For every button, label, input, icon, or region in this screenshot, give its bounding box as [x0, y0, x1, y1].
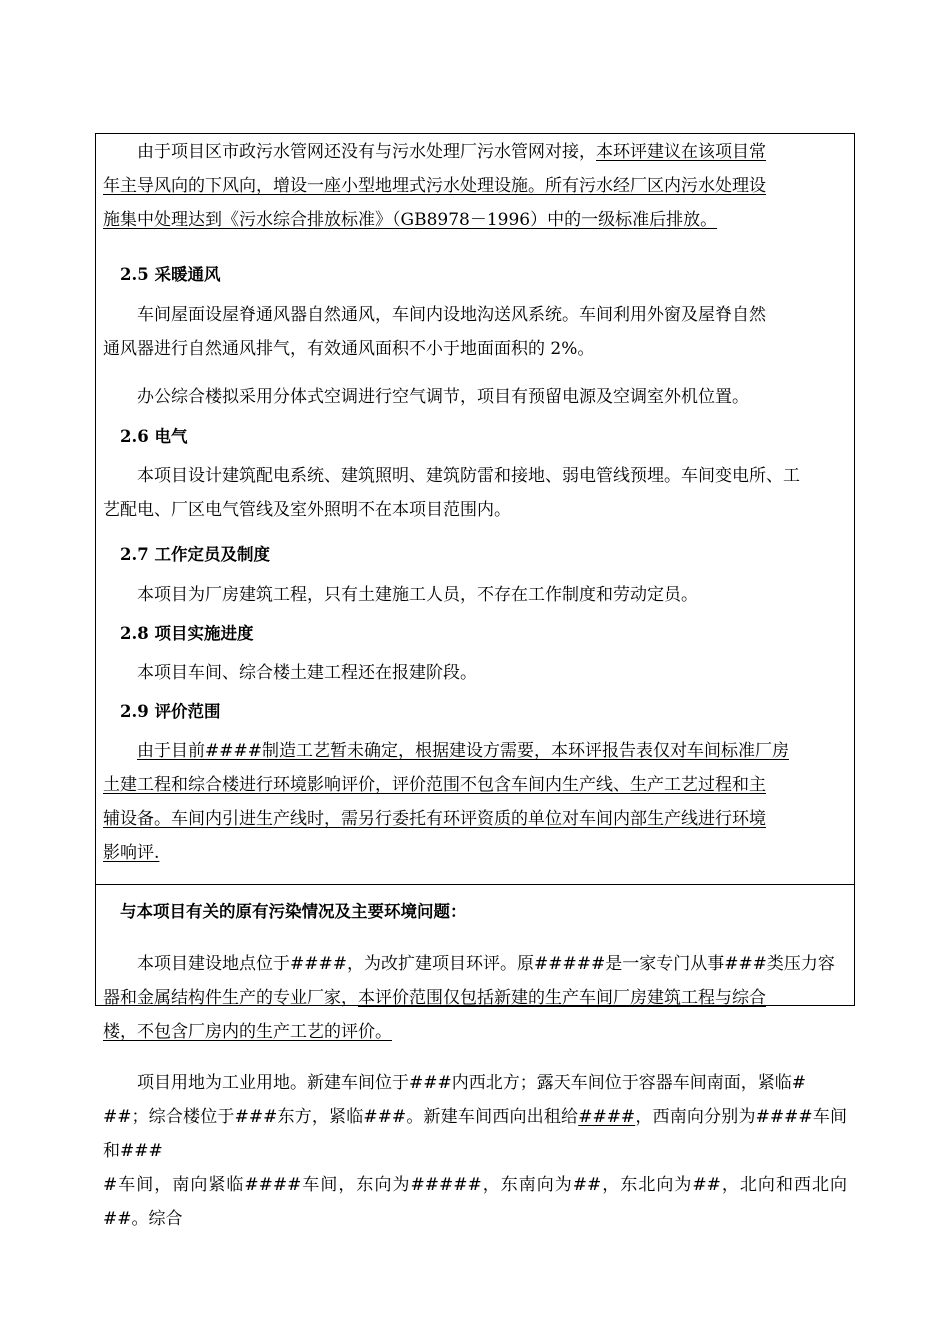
heading-existing-pollution: 与本项目有关的原有污染情况及主要环境问题：	[120, 902, 467, 921]
heading-2-7: 2.7 工作定员及制度	[120, 545, 270, 564]
paragraph-project-location: 本项目建设地点位于####，为改扩建项目环评。原#####是一家专门从事###类压力容 器和金属结构件生产的专业厂家，本评价范围仅包括新建的生产车间厂房建筑工程与综合 楼，不包含厂房内的生产工艺的评价。	[103, 954, 835, 1042]
paragraph-sewage: 由于项目区市政污水管网还没有与污水处理厂污水管网对接，本环评建议在该项目常 年主导风向的下风向，增设一座小型地埋式污水处理设施。所有污水经厂区内污水处理设 施集中处理达到《污水综合排放标准》（GB8978－1996）中的一级标准后排放。	[103, 142, 766, 230]
paragraph-land-use: 项目用地为工业用地。新建车间位于###内西北方；露天车间位于容器车间南面，紧临# ##；综合楼位于###东方，紧临###。新建车间西向出租给####，西南向分别为####车间和### #车间，南向紧临####车间，东向为#####，东南向为##，东北向为##，北向和西北向##。综合	[103, 1073, 848, 1229]
heading-2-6: 2.6 电气	[120, 427, 188, 446]
heading-2-8: 2.8 项目实施进度	[120, 624, 254, 643]
paragraph-staffing: 本项目为厂房建筑工程，只有土建施工人员，不存在工作制度和劳动定员。	[137, 585, 698, 605]
paragraph-ventilation: 车间屋面设屋脊通风器自然通风，车间内设地沟送风系统。车间利用外窗及屋脊自然 通风器进行自然通风排气，有效通风面积不小于地面面积的 2%。	[103, 305, 766, 359]
paragraph-aircon: 办公综合楼拟采用分体式空调进行空气调节，项目有预留电源及空调室外机位置。	[137, 387, 749, 407]
heading-2-9: 2.9 评价范围	[120, 702, 221, 721]
table-row-divider	[96, 884, 854, 885]
paragraph-scope: 由于目前####制造工艺暂未确定，根据建设方需要，本环评报告表仅对车间标准厂房 土建工程和综合楼进行环境影响评价，评价范围不包含车间内生产线、生产工艺过程和主 辅设备。车间内引进生产线时，需另行委托有环评资质的单位对车间内部生产线进行环境 影响评.	[103, 741, 789, 863]
paragraph-electrical: 本项目设计建筑配电系统、建筑照明、建筑防雷和接地、弱电管线预埋。车间变电所、工 艺配电、厂区电气管线及室外照明不在本项目范围内。	[103, 466, 800, 520]
paragraph-schedule: 本项目车间、综合楼土建工程还在报建阶段。	[137, 663, 477, 683]
heading-2-5: 2.5 采暖通风	[120, 265, 221, 284]
document-table	[95, 133, 855, 1229]
